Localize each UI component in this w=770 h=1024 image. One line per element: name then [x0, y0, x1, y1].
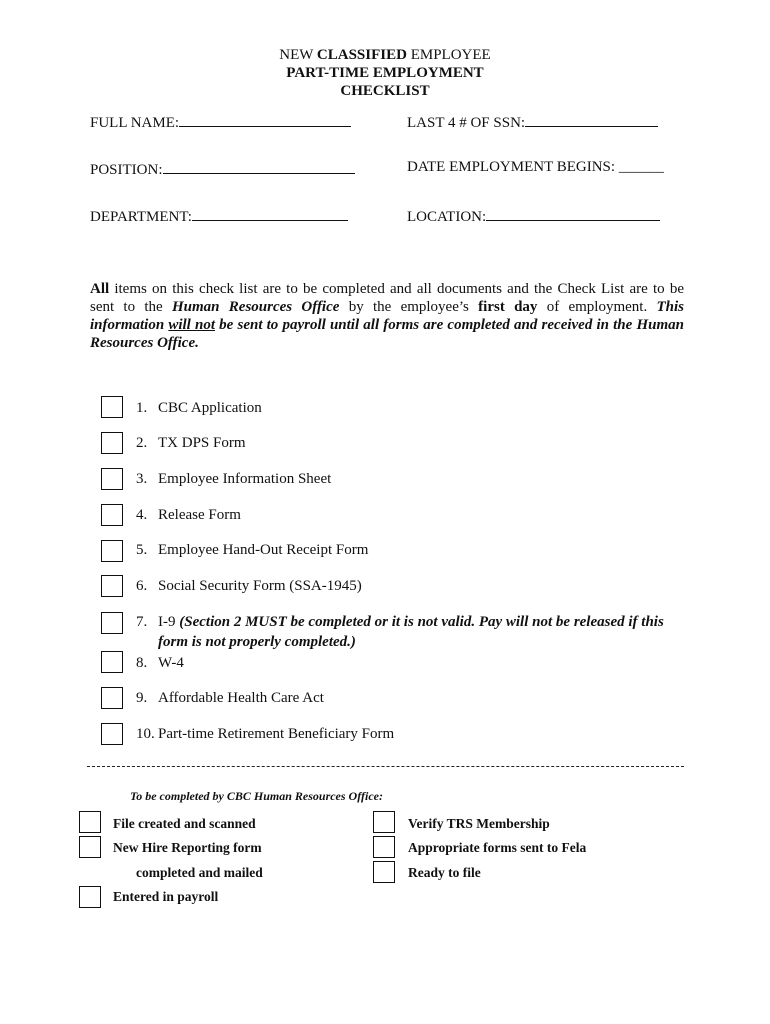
checkbox-retirement-beneficiary[interactable] — [101, 723, 123, 745]
dashed-divider — [87, 766, 684, 767]
location-field[interactable] — [407, 206, 660, 226]
department-line[interactable] — [192, 206, 348, 221]
ssn-last4-field[interactable] — [407, 112, 658, 132]
checkbox-employee-information-sheet[interactable] — [101, 468, 123, 490]
title-line-3: CHECKLIST — [340, 83, 430, 99]
checklist-item: 8. W-4 — [136, 655, 184, 671]
checkbox-ready-to-file[interactable] — [373, 861, 395, 883]
checkbox-w4[interactable] — [101, 651, 123, 673]
ssn-last4-label: LAST 4 # OF SSN: — [407, 115, 526, 131]
office-item-verify-trs: Verify TRS Membership — [408, 816, 550, 831]
date-begins-label: DATE EMPLOYMENT BEGINS: — [407, 159, 616, 175]
checklist-item: 5. Employee Hand-Out Receipt Form — [136, 542, 369, 558]
office-item-new-hire: New Hire Reporting form — [113, 840, 262, 855]
office-item-ready-to-file: Ready to file — [408, 865, 481, 880]
location-label: LOCATION: — [407, 209, 487, 225]
full-name-line[interactable] — [179, 112, 351, 127]
title-line-1: NEW CLASSIFIED EMPLOYEE — [279, 47, 491, 63]
checklist-item: 10. Part-time Retirement Beneficiary Form — [136, 726, 395, 742]
office-item-file-created: File created and scanned — [113, 816, 256, 831]
title-line-2: PART-TIME EMPLOYMENT — [286, 65, 484, 81]
checklist-item: 6. Social Security Form (SSA-1945) — [136, 578, 362, 594]
instructions-paragraph: All items on this check list are to be completed and all documents and the Check List are to be sent to the Human Resources Office by the employee’s first day of employment. This information will not be sent to payroll until all forms are completed and received in the Human Resources Office. — [90, 281, 685, 351]
checkbox-affordable-health-care[interactable] — [101, 687, 123, 709]
checkbox-verify-trs[interactable] — [373, 811, 395, 833]
checkbox-release-form[interactable] — [101, 504, 123, 526]
checkbox-tx-dps-form[interactable] — [101, 432, 123, 454]
position-field[interactable] — [90, 159, 355, 179]
checkbox-social-security-form[interactable] — [101, 575, 123, 597]
position-line[interactable] — [163, 159, 355, 174]
checklist-item: 1. CBC Application — [136, 400, 262, 416]
checkbox-new-hire-reporting[interactable] — [79, 836, 101, 858]
date-begins-field[interactable] — [407, 159, 664, 176]
checklist-item: 3. Employee Information Sheet — [136, 471, 332, 487]
checklist-item: 7. I-9 (Section 2 MUST be completed or it is not valid. Pay will not be released if this — [136, 614, 664, 630]
location-line[interactable] — [486, 206, 660, 221]
office-item-new-hire-continued: completed and mailed — [136, 865, 263, 880]
checklist-item: 9. Affordable Health Care Act — [136, 690, 324, 706]
date-begins-blank[interactable]: ______ — [618, 159, 664, 175]
office-heading: To be completed by CBC Human Resources Office: — [130, 789, 383, 803]
position-label: POSITION: — [90, 162, 163, 178]
checklist-item: 4. Release Form — [136, 507, 241, 523]
checklist-item: 2. TX DPS Form — [136, 435, 246, 451]
department-label: DEPARTMENT: — [90, 209, 192, 225]
full-name-label: FULL NAME: — [90, 115, 180, 131]
checkbox-entered-payroll[interactable] — [79, 886, 101, 908]
checkbox-forms-sent-fela[interactable] — [373, 836, 395, 858]
department-field[interactable] — [90, 206, 348, 226]
checkbox-i9[interactable] — [101, 612, 123, 634]
checkbox-cbc-application[interactable] — [101, 396, 123, 418]
i9-note-continued: form is not properly completed.) — [158, 634, 356, 650]
full-name-field[interactable] — [90, 112, 351, 132]
ssn-last4-line[interactable] — [525, 112, 658, 127]
office-item-entered-payroll: Entered in payroll — [113, 889, 219, 904]
checkbox-hand-out-receipt[interactable] — [101, 540, 123, 562]
office-item-forms-fela: Appropriate forms sent to Fela — [408, 840, 587, 855]
checkbox-file-created[interactable] — [79, 811, 101, 833]
